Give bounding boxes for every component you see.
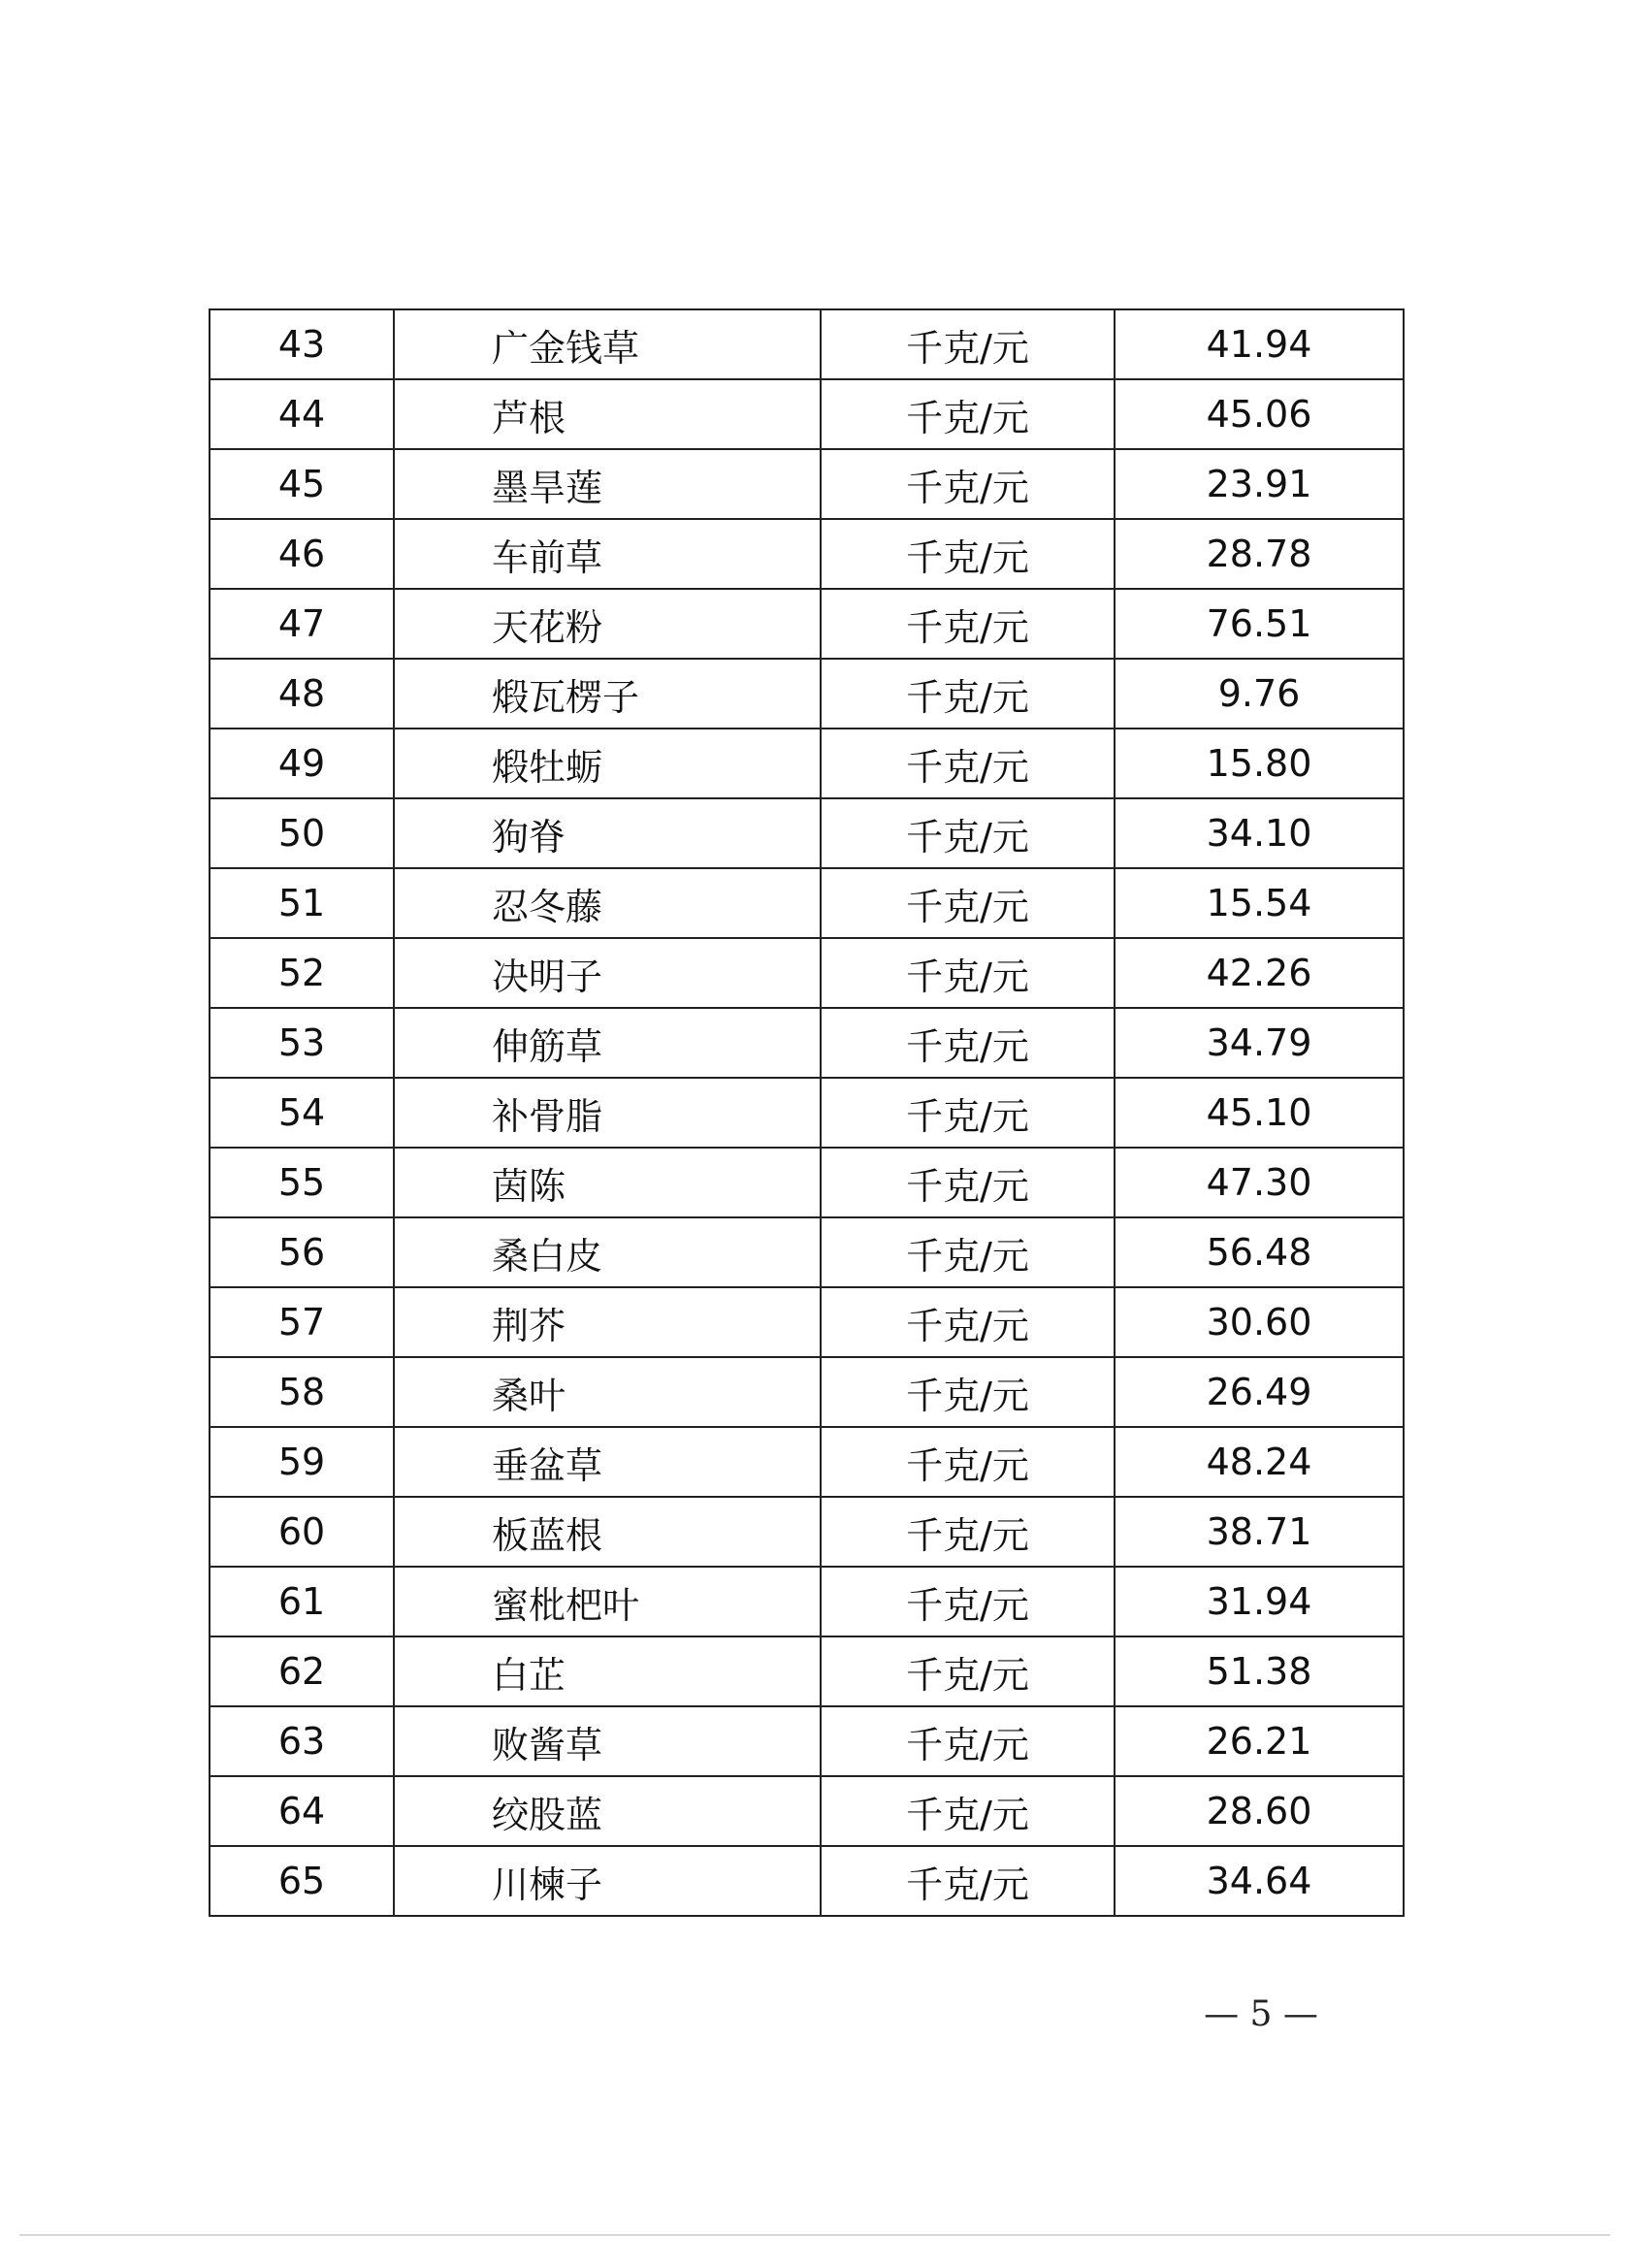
row-number-cell: 48 (210, 659, 394, 729)
price-cell: 23.91 (1115, 449, 1404, 519)
table-row (210, 1078, 1404, 1148)
row-number-cell: 64 (210, 1776, 394, 1846)
herb-name-cell: 败酱草 (394, 1706, 821, 1776)
price-cell: 28.60 (1115, 1776, 1404, 1846)
herb-name-cell: 芦根 (394, 379, 821, 449)
herb-name-cell: 煅瓦楞子 (394, 659, 821, 729)
table-row (210, 1776, 1404, 1846)
table-row (210, 519, 1404, 589)
herb-name-cell: 垂盆草 (394, 1427, 821, 1497)
price-cell: 9.76 (1115, 659, 1404, 729)
herb-name-cell: 桑叶 (394, 1357, 821, 1427)
herb-name-cell: 伸筋草 (394, 1008, 821, 1078)
herb-name-cell: 车前草 (394, 519, 821, 589)
price-table (209, 308, 1405, 1917)
price-table-body (210, 309, 1404, 1916)
unit-cell: 千克/元 (821, 1846, 1115, 1916)
row-number-cell: 46 (210, 519, 394, 589)
herb-name-cell: 茵陈 (394, 1148, 821, 1217)
row-number-cell: 59 (210, 1427, 394, 1497)
price-cell: 45.06 (1115, 379, 1404, 449)
unit-cell: 千克/元 (821, 1427, 1115, 1497)
price-cell: 15.54 (1115, 868, 1404, 938)
unit-cell: 千克/元 (821, 589, 1115, 659)
herb-name-cell: 板蓝根 (394, 1497, 821, 1567)
price-cell: 48.24 (1115, 1427, 1404, 1497)
price-cell: 76.51 (1115, 589, 1404, 659)
row-number-cell: 45 (210, 449, 394, 519)
unit-cell: 千克/元 (821, 1217, 1115, 1287)
price-cell: 28.78 (1115, 519, 1404, 589)
unit-cell: 千克/元 (821, 1497, 1115, 1567)
price-cell: 26.49 (1115, 1357, 1404, 1427)
herb-name-cell: 白芷 (394, 1636, 821, 1706)
herb-name-cell: 忍冬藤 (394, 868, 821, 938)
table-row (210, 938, 1404, 1008)
herb-name-cell: 补骨脂 (394, 1078, 821, 1148)
unit-cell: 千克/元 (821, 1078, 1115, 1148)
price-cell: 30.60 (1115, 1287, 1404, 1357)
table-row (210, 379, 1404, 449)
row-number-cell: 47 (210, 589, 394, 659)
unit-cell: 千克/元 (821, 519, 1115, 589)
row-number-cell: 61 (210, 1567, 394, 1636)
table-row (210, 589, 1404, 659)
price-cell: 34.10 (1115, 798, 1404, 868)
price-cell: 45.10 (1115, 1078, 1404, 1148)
row-number-cell: 50 (210, 798, 394, 868)
row-number-cell: 53 (210, 1008, 394, 1078)
unit-cell: 千克/元 (821, 449, 1115, 519)
row-number-cell: 58 (210, 1357, 394, 1427)
row-number-cell: 60 (210, 1497, 394, 1567)
price-cell: 34.64 (1115, 1846, 1404, 1916)
unit-cell: 千克/元 (821, 309, 1115, 379)
unit-cell: 千克/元 (821, 798, 1115, 868)
price-cell: 47.30 (1115, 1148, 1404, 1217)
table-row (210, 449, 1404, 519)
herb-name-cell: 墨旱莲 (394, 449, 821, 519)
unit-cell: 千克/元 (821, 1706, 1115, 1776)
table-row (210, 1636, 1404, 1706)
row-number-cell: 54 (210, 1078, 394, 1148)
unit-cell: 千克/元 (821, 379, 1115, 449)
table-row (210, 1357, 1404, 1427)
table-row (210, 868, 1404, 938)
herb-name-cell: 川楝子 (394, 1846, 821, 1916)
herb-name-cell: 广金钱草 (394, 309, 821, 379)
herb-name-cell: 煅牡蛎 (394, 729, 821, 798)
unit-cell: 千克/元 (821, 729, 1115, 798)
row-number-cell: 57 (210, 1287, 394, 1357)
price-cell: 56.48 (1115, 1217, 1404, 1287)
herb-name-cell: 决明子 (394, 938, 821, 1008)
page-number: — 5 — (1204, 1994, 1318, 2034)
unit-cell: 千克/元 (821, 938, 1115, 1008)
row-number-cell: 62 (210, 1636, 394, 1706)
herb-name-cell: 狗脊 (394, 798, 821, 868)
table-row (210, 1846, 1404, 1916)
herb-name-cell: 蜜枇杷叶 (394, 1567, 821, 1636)
table-row (210, 1148, 1404, 1217)
price-cell: 31.94 (1115, 1567, 1404, 1636)
price-cell: 26.21 (1115, 1706, 1404, 1776)
unit-cell: 千克/元 (821, 868, 1115, 938)
table-row (210, 1217, 1404, 1287)
herb-name-cell: 天花粉 (394, 589, 821, 659)
unit-cell: 千克/元 (821, 1567, 1115, 1636)
unit-cell: 千克/元 (821, 1148, 1115, 1217)
price-cell: 41.94 (1115, 309, 1404, 379)
row-number-cell: 51 (210, 868, 394, 938)
herb-name-cell: 桑白皮 (394, 1217, 821, 1287)
bottom-divider (19, 2234, 1610, 2236)
table-row (210, 1287, 1404, 1357)
table-row (210, 1706, 1404, 1776)
unit-cell: 千克/元 (821, 1636, 1115, 1706)
table-row (210, 729, 1404, 798)
herb-name-cell: 绞股蓝 (394, 1776, 821, 1846)
table-row (210, 798, 1404, 868)
table-row (210, 1497, 1404, 1567)
row-number-cell: 63 (210, 1706, 394, 1776)
row-number-cell: 65 (210, 1846, 394, 1916)
price-cell: 34.79 (1115, 1008, 1404, 1078)
price-cell: 42.26 (1115, 938, 1404, 1008)
unit-cell: 千克/元 (821, 1008, 1115, 1078)
price-cell: 51.38 (1115, 1636, 1404, 1706)
table-row (210, 1427, 1404, 1497)
table-row (210, 309, 1404, 379)
unit-cell: 千克/元 (821, 1776, 1115, 1846)
row-number-cell: 44 (210, 379, 394, 449)
row-number-cell: 43 (210, 309, 394, 379)
row-number-cell: 55 (210, 1148, 394, 1217)
price-cell: 15.80 (1115, 729, 1404, 798)
table-row (210, 1008, 1404, 1078)
row-number-cell: 56 (210, 1217, 394, 1287)
table-row (210, 1567, 1404, 1636)
herb-name-cell: 荆芥 (394, 1287, 821, 1357)
table-row (210, 659, 1404, 729)
unit-cell: 千克/元 (821, 1287, 1115, 1357)
unit-cell: 千克/元 (821, 1357, 1115, 1427)
row-number-cell: 52 (210, 938, 394, 1008)
price-cell: 38.71 (1115, 1497, 1404, 1567)
unit-cell: 千克/元 (821, 659, 1115, 729)
row-number-cell: 49 (210, 729, 394, 798)
